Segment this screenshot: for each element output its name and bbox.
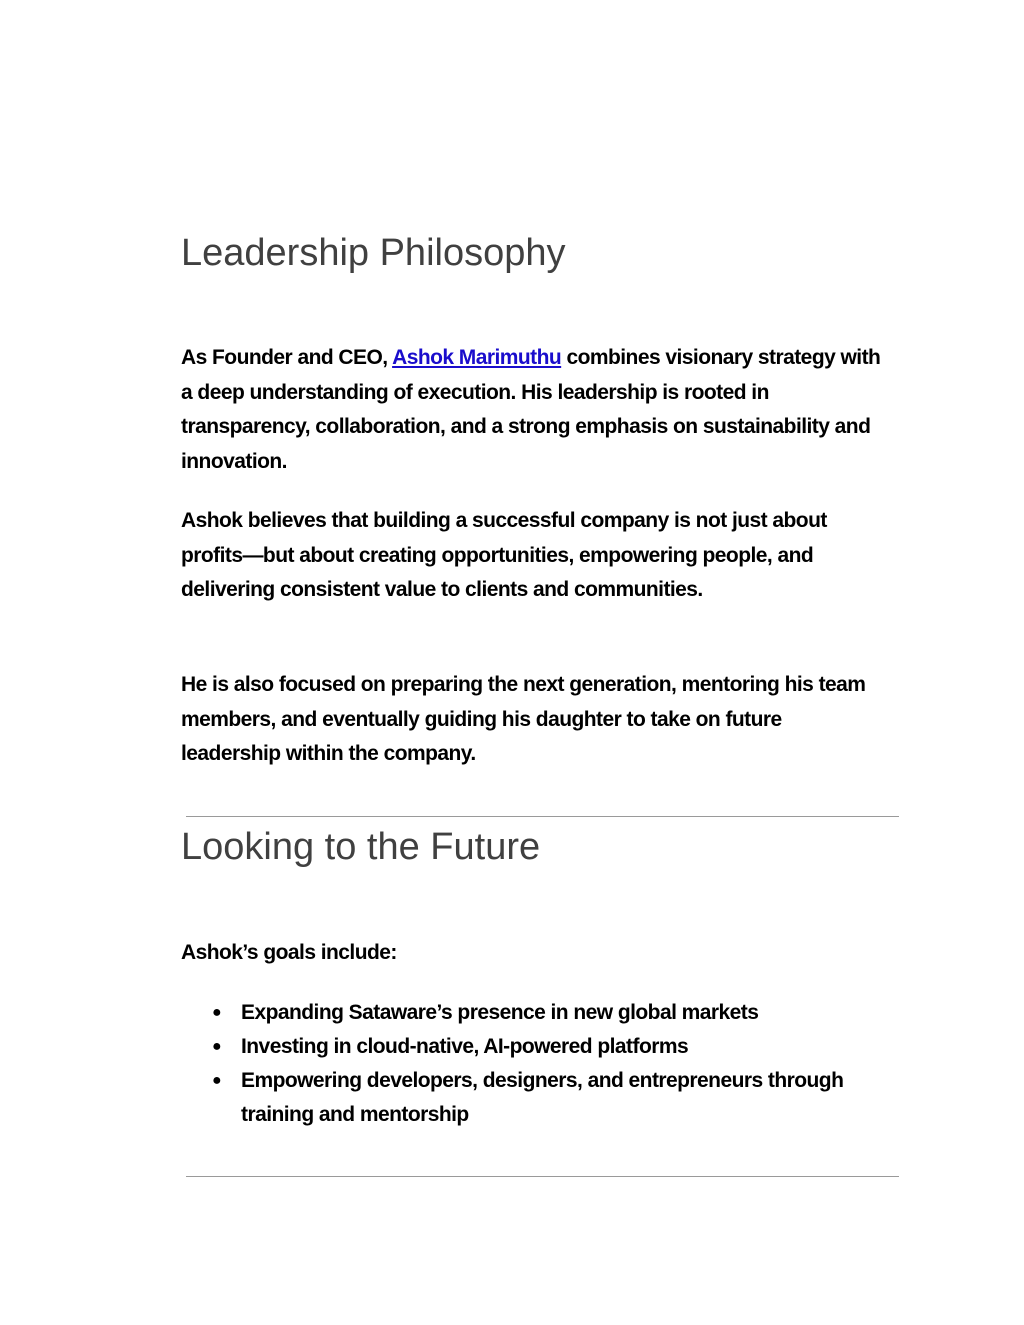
intro-paragraph (181, 341, 886, 479)
goals-lead-text: Ashok’s goals include: (181, 941, 397, 964)
list-item (181, 1030, 886, 1064)
intro-text-after: combines visionary strategy with a deep understanding of execution. His leadership is rooted in transparency, collaboration, and a strong emphasis on sustainability and innovation. (181, 346, 881, 473)
bullet-icon: ● (212, 1072, 222, 1089)
list-item (181, 996, 886, 1030)
paragraph-beliefs: Ashok believes that building a successful company is not just about profits—but about creating opportunities, empowering people, and delivering consistent value to clients and communities. (181, 509, 827, 601)
goal-text: Empowering developers, designers, and entrepreneurs through training and mentorship (241, 1069, 844, 1126)
bullet-icon: ● (212, 1004, 222, 1021)
bottom-divider (186, 1176, 899, 1177)
section-divider (186, 816, 899, 817)
goal-text: Investing in cloud-native, AI-powered platforms (241, 1035, 689, 1058)
bullet-icon: ● (212, 1038, 222, 1055)
section-heading-future: Looking to the Future (181, 826, 541, 868)
founder-name-link[interactable]: Ashok Marimuthu (392, 346, 562, 369)
list-item (181, 1064, 886, 1132)
paragraph-next-generation: He is also focused on preparing the next generation, mentoring his team members, and eventually guiding his daughter to take on future leadership within the company. (181, 673, 866, 765)
section-heading-leadership: Leadership Philosophy (181, 232, 566, 274)
goals-list (181, 996, 886, 1132)
intro-text-before: As Founder and CEO, (181, 346, 393, 369)
goal-text: Expanding Sataware’s presence in new global markets (241, 1001, 759, 1024)
